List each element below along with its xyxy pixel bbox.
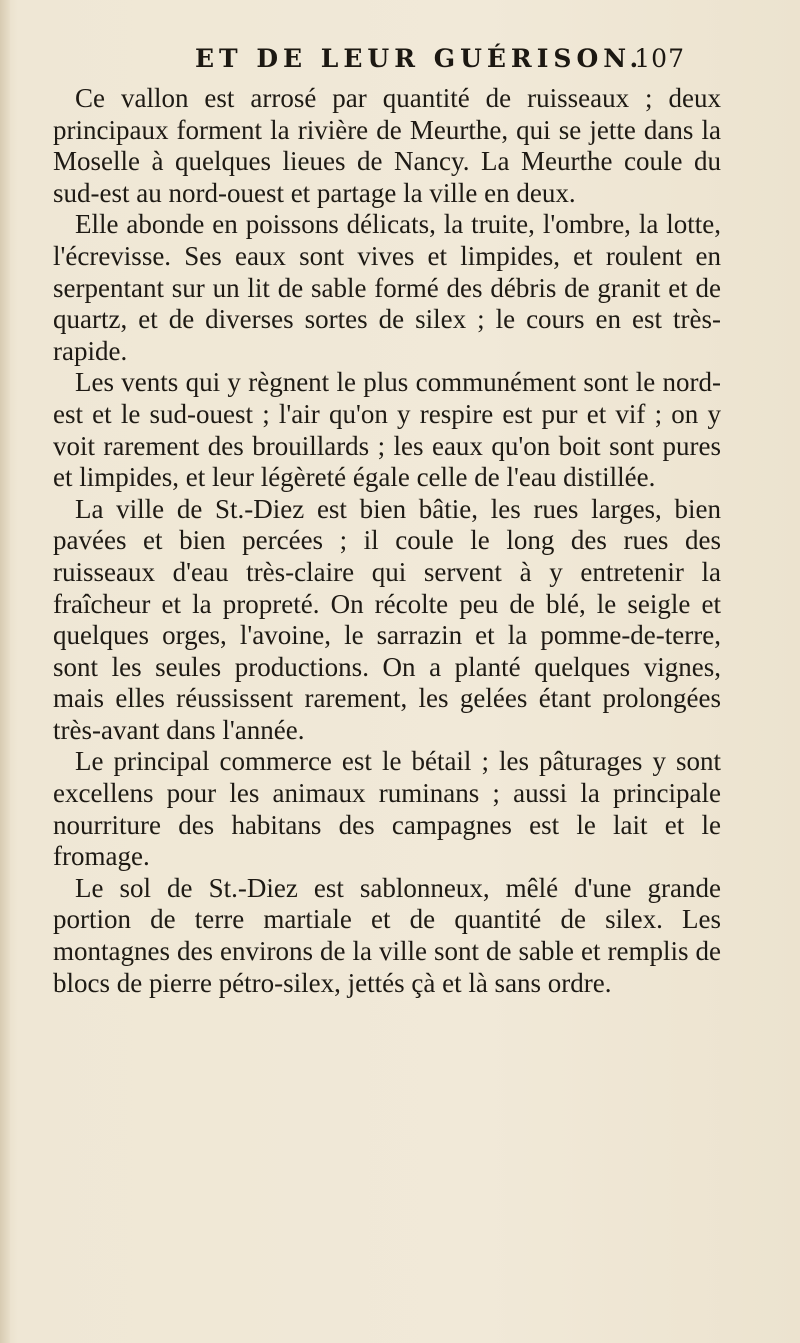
paragraph: Le principal commerce est le bétail ; les pâturages y sont excellens pour les animaux ruminans ; aussi la principale nourriture des habitans des campagnes est le lait et le fromage. [53, 746, 721, 872]
page-gutter [0, 0, 10, 1343]
paragraph: Les vents qui y règnent le plus communément sont le nord-est et le sud-ouest ; l'air qu'on y respire est pur et vif ; on y voit rarement des brouillards ; les eaux qu'on boit sont pures et limpides, et leur légèreté égale celle de l'eau distillée. [53, 367, 721, 493]
running-head [195, 44, 685, 84]
page-number: 107 [634, 44, 685, 73]
running-head-title: ET DE LEUR GUÉRISON. [195, 44, 644, 73]
paragraph: Le sol de St.-Diez est sablonneux, mêlé d'une grande portion de terre martiale et de quantité de silex. Les montagnes des environs de la ville sont de sable et remplis de blocs de pierre pétro-silex, jettés çà et là sans ordre. [53, 872, 721, 998]
paragraph: La ville de St.-Diez est bien bâtie, les rues larges, bien pavées et bien percées ; il coule le long des rues des ruisseaux d'eau très-claire qui servent à y entretenir la fraîcheur et la propreté. On récolte peu de blé, le seigle et quelques orges, l'avoine, le sarrazin et la pomme-de-terre, sont les seules productions. On a planté quelques vignes, mais elles réussissent rarement, les gelées étant prolongées très-avant dans l'année. [53, 493, 721, 745]
paragraph: Elle abonde en poissons délicats, la truite, l'ombre, la lotte, l'écrevisse. Ses eaux sont vives et limpides, et roulent en serpentant sur un lit de sable formé des débris de granit et de quartz, et de diverses sortes de silex ; le cours en est très-rapide. [53, 209, 721, 366]
paragraph: Ce vallon est arrosé par quantité de ruisseaux ; deux principaux forment la rivière de Meurthe, qui se jette dans la Moselle à quelques lieues de Nancy. La Meurthe coule du sud-est au nord-ouest et partage la ville en deux. [53, 83, 721, 208]
body-text [53, 83, 721, 999]
